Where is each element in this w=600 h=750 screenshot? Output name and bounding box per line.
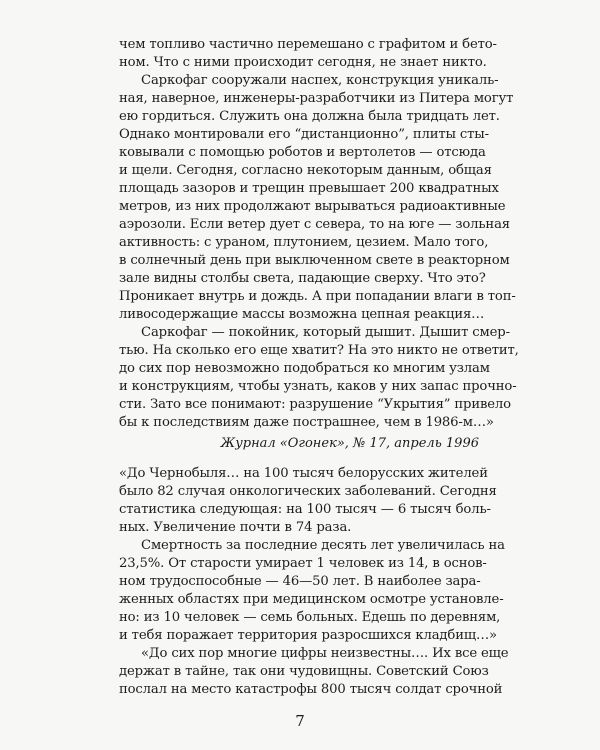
- text-line: аэрозоли. Если ветер дует с севера, то на юге — зольная: [119, 217, 510, 232]
- text-line: «До Чернобыля… на 100 тысяч белорусских жителей: [119, 466, 488, 481]
- text-line: Проникает внутрь и дождь. А при попадании влаги в топ-: [119, 289, 516, 304]
- text-line: сти. Зато все понимают: разрушение “Укрытия” привело: [119, 397, 511, 412]
- text-line: и щели. Сегодня, согласно некоторым данным, общая: [119, 163, 492, 178]
- text-line: ном трудоспособные — 46—50 лет. В наиболее зара-: [119, 574, 481, 589]
- book-page-text: [119, 36, 519, 699]
- text-line: зале видны столбы света, падающие сверху. Что это?: [119, 271, 486, 286]
- text-line: 23,5%. От старости умирает 1 человек из 14, в основ-: [119, 556, 487, 571]
- text-line: ею гордиться. Служить она должна была тридцать лет.: [119, 109, 500, 124]
- text-line: метров, из них продолжают вырываться радиоактивные: [119, 199, 506, 214]
- text-line: ных. Увеличение почти в 74 раза.: [119, 520, 352, 535]
- source-attribution: Журнал «Огонек», № 17, апрель 1996: [220, 436, 479, 451]
- text-block-ogonek-quote: [119, 36, 519, 432]
- text-line: «До сих пор многие цифры неизвестны…. Их все еще: [141, 646, 509, 661]
- text-line: Саркофаг — покойник, который дышит. Дышит смер-: [141, 325, 510, 340]
- text-line: площадь зазоров и трещин превышает 200 квадратных: [119, 181, 499, 196]
- text-line: было 82 случая онкологических заболеваний. Сегодня: [119, 484, 497, 499]
- text-line: но: из 10 человек — семь больных. Едешь по деревням,: [119, 610, 501, 625]
- text-line: и конструкциям, чтобы узнать, каков у них запас прочно-: [119, 379, 517, 394]
- text-line: ная, наверное, инженеры-разработчики из Питера могут: [119, 91, 514, 106]
- text-line: держат в тайне, так они чудовищны. Советский Союз: [119, 664, 489, 679]
- page-number: 7: [295, 712, 305, 730]
- text-line: Однако монтировали его “дистанционно”, плиты сты-: [119, 127, 489, 142]
- text-block-statistics: [119, 465, 509, 699]
- text-line: и тебя поражает территория разросшихся кладбищ…»: [119, 628, 497, 643]
- text-line: активность: с ураном, плутонием, цезием. Мало того,: [119, 235, 489, 250]
- text-line: статистика следующая: на 100 тысяч — 6 тысяч боль-: [119, 502, 491, 517]
- text-line: тью. На сколько его еще хватит? На это никто не ответит,: [119, 343, 519, 358]
- text-line: чем топливо частично перемешано с графитом и бето-: [119, 37, 497, 52]
- text-line: в солнечный день при выключенном свете в реакторном: [119, 253, 510, 268]
- text-line: до сих пор невозможно подобраться ко многим узлам: [119, 361, 490, 376]
- text-line: послал на место катастрофы 800 тысяч солдат срочной: [119, 682, 503, 697]
- text-line: ном. Что с ними происходит сегодня, не знает никто.: [119, 55, 487, 70]
- text-line: Саркофаг сооружали наспех, конструкция уникаль-: [141, 73, 499, 88]
- text-line: бы к последствиям даже пострашнее, чем в 1986-м…»: [119, 415, 494, 430]
- text-line: ливосодержащие массы возможна цепная реакция…: [119, 307, 485, 322]
- text-line: Смертность за последние десять лет увеличилась на: [141, 538, 505, 553]
- text-line: женных областях при медицинском осмотре установле-: [119, 592, 504, 607]
- text-line: ковывали с помощью роботов и вертолетов — отсюда: [119, 145, 486, 160]
